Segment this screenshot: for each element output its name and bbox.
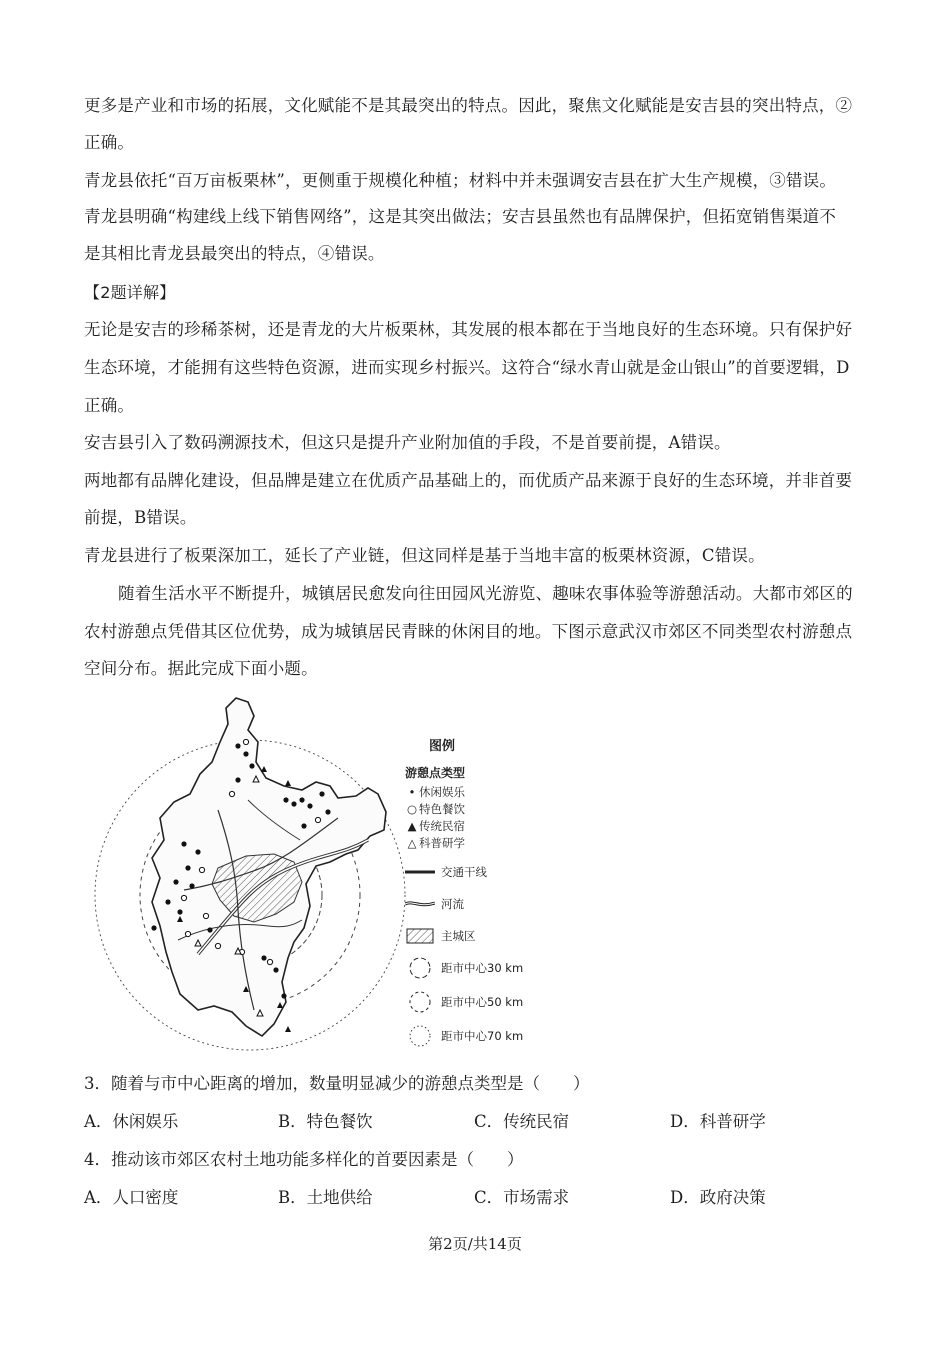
leisure-icon: • xyxy=(408,785,416,799)
legend-item-urban: 主城区 xyxy=(405,924,435,948)
paragraph-line: 青龙县进行了板栗深加工，延长了产业链，但这同样是基于当地丰富的板栗林资源，C错误。 xyxy=(84,546,765,565)
legend-item-ring50: 距市中心50 km xyxy=(405,990,435,1014)
traffic-line-icon xyxy=(405,860,435,884)
question-4-option-a[interactable]: A．人口密度 xyxy=(84,1188,179,1207)
question-4-option-b[interactable]: B．土地供给 xyxy=(278,1188,373,1207)
map-legend xyxy=(405,735,545,1060)
legend-subtitle: 游憩点类型 xyxy=(405,766,466,780)
legend-item-homestay: ▲ 传统民宿 xyxy=(405,818,545,835)
legend-title: 图例 xyxy=(429,739,456,754)
question-3-option-b[interactable]: B．特色餐饮 xyxy=(278,1112,373,1131)
legend-item-science: △ 科普研学 xyxy=(405,835,545,852)
question-4-option-c[interactable]: C．市场需求 xyxy=(474,1188,570,1207)
question-3-option-d[interactable]: D．科普研学 xyxy=(670,1112,766,1131)
paragraph-line: 更多是产业和市场的拓展，文化赋能不是其最突出的特点。因此，聚焦文化赋能是安吉县的突出特点，② xyxy=(84,96,853,115)
intro-line: 随着生活水平不断提升，城镇居民愈发向往田园风光游览、趣味农事体验等游憩活动。大都市郊区的 xyxy=(118,584,853,603)
homestay-icon: ▲ xyxy=(407,819,417,833)
science-icon: △ xyxy=(407,836,417,850)
legend-item-ring30: 距市中心30 km xyxy=(405,956,435,980)
section-title: 【2题详解】 xyxy=(84,283,176,302)
paragraph-line: 青龙县明确“构建线上线下销售网络”，这是其突出做法；安吉县虽然也有品牌保护，但拓宽销售渠道不 xyxy=(84,207,837,226)
question-3-option-c[interactable]: C．传统民宿 xyxy=(474,1112,570,1131)
paragraph-line: 正确。 xyxy=(84,133,135,152)
paragraph-line: 无论是安吉的珍稀茶树，还是青龙的大片板栗林，其发展的根本都在于当地良好的生态环境。只有保护好 xyxy=(84,320,853,339)
urban-hatch-icon xyxy=(405,924,435,948)
question-3-stem: 3．随着与市中心距离的增加，数量明显减少的游憩点类型是（ ） xyxy=(84,1074,590,1093)
paragraph-line: 两地都有品牌化建设，但品牌是建立在优质产品基础上的，而优质产品来源于良好的生态环境，并非首要 xyxy=(84,471,853,490)
question-4-stem: 4．推动该市郊区农村土地功能多样化的首要因素是（ ） xyxy=(84,1150,524,1169)
paragraph-line: 正确。 xyxy=(84,396,135,415)
paragraph-line: 前提，B错误。 xyxy=(84,508,197,527)
paragraph-line: 安吉县引入了数码溯源技术，但这只是提升产业附加值的手段，不是首要前提，A错误。 xyxy=(84,433,731,452)
paragraph-line: 青龙县依托“百万亩板栗林”，更侧重于规模化种植；材料中并未强调安吉县在扩大生产规模，③错误。 xyxy=(84,171,837,190)
paragraph-line: 是其相比青龙县最突出的特点，④错误。 xyxy=(84,244,385,263)
intro-line: 空间分布。据此完成下面小题。 xyxy=(84,659,318,678)
page-footer: 第2页/共14页 xyxy=(428,1235,522,1253)
ring-70-icon xyxy=(405,1024,435,1048)
ring-50-icon xyxy=(405,990,435,1014)
river-icon xyxy=(405,892,435,916)
legend-item-river: 河流 xyxy=(405,892,435,916)
question-4-option-d[interactable]: D．政府决策 xyxy=(670,1188,766,1207)
paragraph-line: 生态环境，才能拥有这些特色资源，进而实现乡村振兴。这符合“绿水青山就是金山银山”的首要逻辑，D xyxy=(84,358,850,377)
legend-item-catering: ○ 特色餐饮 xyxy=(406,802,465,816)
ring-30-icon xyxy=(405,956,435,980)
catering-icon: ○ xyxy=(406,802,418,816)
legend-item-ring70: 距市中心70 km xyxy=(405,1024,435,1048)
legend-item-leisure: • 休闲娱乐 xyxy=(405,784,545,801)
legend-item-traffic: 交通干线 xyxy=(405,860,435,884)
question-3-option-a[interactable]: A．休闲娱乐 xyxy=(84,1112,179,1131)
intro-line: 农村游憩点凭借其区位优势，成为城镇居民青睐的休闲目的地。下图示意武汉市郊区不同类型农村游憩点 xyxy=(84,622,853,641)
